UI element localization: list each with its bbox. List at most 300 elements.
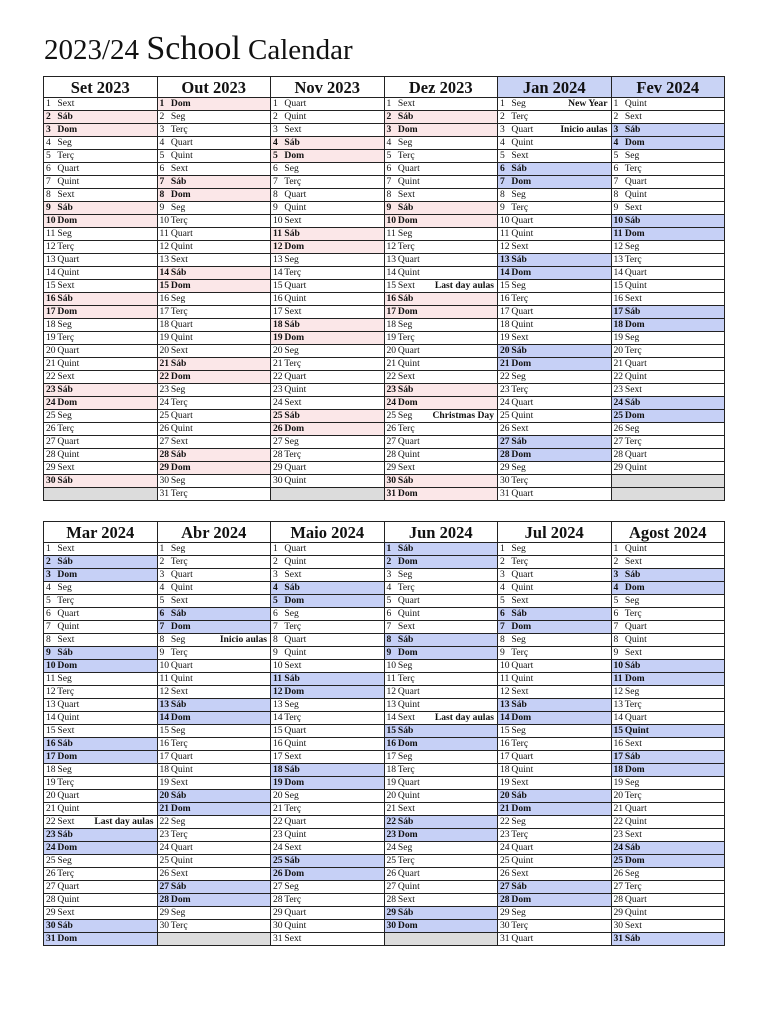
weekday-label: Sáb [282, 137, 300, 148]
weekday-label: Quint [168, 150, 193, 161]
day-cell [271, 423, 385, 436]
weekday-label: Terç [282, 176, 302, 187]
day-cell [611, 449, 725, 462]
weekday-label: Sáb [509, 345, 527, 356]
weekday-label: Dom [55, 397, 78, 408]
day-cell [271, 790, 385, 803]
day-cell [611, 176, 725, 189]
weekday-label: Sext [509, 868, 529, 879]
day-number: 26 [46, 868, 56, 879]
weekday-label: Quint [168, 423, 193, 434]
day-number: 11 [613, 228, 623, 239]
day-number: 21 [500, 803, 510, 814]
weekday-label: Dom [168, 621, 191, 632]
day-cell [44, 449, 158, 462]
weekday-label: Sext [55, 189, 75, 200]
day-number: 17 [46, 751, 56, 762]
weekday-label: Sáb [168, 358, 187, 369]
day-cell [271, 397, 385, 410]
weekday-label: Quart [168, 751, 193, 762]
table-row [44, 543, 725, 556]
day-cell [611, 673, 725, 686]
day-cell [498, 556, 612, 569]
day-number: 20 [613, 345, 624, 356]
table-row [44, 449, 725, 462]
day-cell [498, 751, 612, 764]
day-cell [498, 215, 612, 228]
day-number: 24 [386, 842, 397, 853]
day-cell [157, 202, 271, 215]
day-cell [44, 699, 158, 712]
weekday-label: Terç [509, 293, 529, 304]
weekday-label: Quart [395, 686, 420, 697]
table-row [44, 803, 725, 816]
day-number: 28 [159, 894, 170, 905]
weekday-label: Quint [282, 647, 307, 658]
day-cell [44, 137, 158, 150]
day-number: 5 [159, 150, 165, 161]
day-cell [384, 189, 498, 202]
weekday-label: Sáb [395, 384, 414, 395]
weekday-label: Dom [509, 449, 532, 460]
weekday-label: Quint [622, 816, 647, 827]
weekday-label: Terç [282, 894, 302, 905]
day-cell [498, 803, 612, 816]
day-cell [44, 777, 158, 790]
weekday-label: Quart [622, 176, 647, 187]
weekday-label: Quint [55, 712, 80, 723]
day-number: 16 [613, 293, 624, 304]
weekday-label: Sáb [395, 907, 414, 918]
weekday-label: Quart [509, 215, 534, 226]
day-cell [157, 449, 271, 462]
day-number: 23 [613, 829, 624, 840]
weekday-label: Quart [168, 319, 193, 330]
day-cell [271, 293, 385, 306]
weekday-label: Dom [55, 842, 78, 853]
day-number: 30 [159, 920, 170, 931]
weekday-label: Terç [509, 738, 529, 749]
day-cell [157, 933, 271, 946]
day-number: 12 [273, 686, 283, 697]
day-cell [271, 855, 385, 868]
weekday-label: Sáb [168, 699, 187, 710]
weekday-label: Terç [282, 621, 302, 632]
weekday-label: Quint [55, 449, 80, 460]
day-number: 17 [386, 751, 397, 762]
weekday-label: Terç [168, 647, 188, 658]
title-year: 2023/24 [44, 34, 140, 66]
day-cell [157, 647, 271, 660]
table-row [44, 345, 725, 358]
weekday-label: Dom [622, 137, 645, 148]
weekday-label: Dom [282, 686, 305, 697]
day-cell [271, 751, 385, 764]
day-cell [157, 410, 271, 423]
weekday-label: Sáb [622, 660, 641, 671]
day-number: 19 [273, 332, 283, 343]
day-number: 7 [46, 621, 51, 632]
day-cell [44, 829, 158, 842]
table-row [44, 397, 725, 410]
weekday-label: Terç [55, 777, 75, 788]
weekday-label: Sáb [282, 319, 300, 330]
day-number: 14 [159, 712, 170, 723]
day-number: 3 [159, 124, 165, 135]
day-number: 31 [159, 488, 170, 499]
day-number: 25 [159, 855, 170, 866]
day-cell [611, 855, 725, 868]
day-cell [498, 267, 612, 280]
day-cell [384, 829, 498, 842]
weekday-label: Dom [282, 423, 305, 434]
weekday-label: Quint [282, 293, 307, 304]
day-cell [271, 332, 385, 345]
weekday-label: Sáb [168, 881, 187, 892]
day-cell [157, 543, 271, 556]
day-cell [611, 894, 725, 907]
table-row [44, 488, 725, 501]
table-row [44, 384, 725, 397]
day-number: 1 [613, 98, 619, 109]
day-cell [44, 582, 158, 595]
table-row [44, 608, 725, 621]
day-number: 20 [500, 790, 510, 801]
day-cell [498, 595, 612, 608]
day-cell [44, 855, 158, 868]
day-number: 21 [273, 358, 283, 369]
day-number: 23 [386, 829, 397, 840]
day-number: 2 [159, 556, 165, 567]
table-row [44, 647, 725, 660]
day-cell [498, 293, 612, 306]
weekday-label: Terç [622, 345, 642, 356]
weekday-label: Quart [282, 543, 307, 554]
table-row [44, 595, 725, 608]
weekday-label: Terç [168, 920, 188, 931]
day-number: 17 [273, 751, 283, 762]
weekday-label: Quart [168, 410, 193, 421]
weekday-label: Sext [622, 647, 642, 658]
weekday-label: Terç [282, 267, 302, 278]
weekday-label: Quint [622, 98, 647, 109]
weekday-label: Seg [55, 410, 72, 421]
weekday-label: Terç [395, 332, 415, 343]
day-number: 19 [159, 777, 170, 788]
day-number: 23 [46, 829, 56, 840]
day-number: 12 [500, 686, 510, 697]
weekday-label: Seg [55, 582, 72, 593]
day-number: 5 [46, 150, 51, 161]
day-number: 7 [159, 176, 165, 187]
day-cell [611, 556, 725, 569]
day-cell [157, 267, 271, 280]
weekday-label: Sext [282, 124, 302, 135]
day-cell [498, 855, 612, 868]
day-cell [44, 894, 158, 907]
day-number: 28 [500, 449, 510, 460]
weekday-label: Quint [55, 803, 80, 814]
day-number: 11 [273, 228, 283, 239]
day-number: 7 [613, 621, 619, 632]
weekday-label: Sext [395, 894, 415, 905]
day-number: 8 [386, 634, 392, 645]
weekday-label: Quart [282, 907, 307, 918]
day-cell [611, 436, 725, 449]
day-number: 26 [613, 423, 624, 434]
day-cell [611, 712, 725, 725]
day-cell [271, 920, 385, 933]
day-number: 30 [613, 920, 624, 931]
weekday-label: Sext [282, 751, 302, 762]
day-number: 9 [386, 202, 392, 213]
weekday-label: Quint [282, 829, 307, 840]
weekday-label: Seg [509, 98, 526, 109]
day-number: 29 [46, 462, 56, 473]
weekday-label: Sext [509, 332, 529, 343]
day-number: 7 [386, 176, 392, 187]
day-number: 28 [273, 449, 283, 460]
day-number: 27 [386, 436, 397, 447]
day-cell [157, 111, 271, 124]
weekday-label: Sext [168, 595, 188, 606]
table-row [44, 137, 725, 150]
weekday-label: Seg [168, 293, 186, 304]
month-header: Fev 2024 [611, 77, 725, 98]
day-number: 7 [273, 176, 278, 187]
day-cell [44, 358, 158, 371]
day-cell [44, 881, 158, 894]
table-row [44, 712, 725, 725]
weekday-label: Quint [509, 228, 534, 239]
day-cell [611, 751, 725, 764]
table-row [44, 98, 725, 111]
day-cell [384, 228, 498, 241]
day-number: 1 [613, 543, 619, 554]
day-cell [44, 319, 158, 332]
day-cell [271, 410, 385, 423]
day-number: 4 [386, 137, 392, 148]
day-number: 15 [46, 280, 56, 291]
weekday-label: Seg [622, 332, 640, 343]
day-number: 25 [273, 410, 283, 421]
day-cell [271, 202, 385, 215]
day-number: 8 [386, 189, 392, 200]
table-row [44, 790, 725, 803]
day-number: 24 [159, 397, 170, 408]
day-cell [384, 595, 498, 608]
day-number: 29 [273, 907, 283, 918]
day-number: 15 [500, 725, 510, 736]
day-number: 9 [46, 647, 51, 658]
day-cell [44, 176, 158, 189]
weekday-label: Seg [168, 111, 186, 122]
day-number: 13 [273, 699, 283, 710]
weekday-label: Dom [509, 803, 532, 814]
table-row [44, 764, 725, 777]
day-cell [498, 933, 612, 946]
table-row [44, 241, 725, 254]
day-number: 16 [273, 738, 283, 749]
day-cell [44, 384, 158, 397]
weekday-label: Sext [282, 306, 302, 317]
day-number: 13 [613, 699, 624, 710]
day-cell [271, 358, 385, 371]
weekday-label: Terç [395, 673, 415, 684]
day-number: 27 [613, 881, 624, 892]
weekday-label: Dom [395, 647, 418, 658]
day-cell [384, 582, 498, 595]
day-cell [384, 358, 498, 371]
weekday-label: Seg [395, 137, 413, 148]
day-cell [157, 280, 271, 293]
day-number: 16 [386, 738, 397, 749]
weekday-label: Sáb [168, 608, 187, 619]
day-number: 12 [613, 686, 624, 697]
day-cell [611, 124, 725, 137]
day-number: 25 [386, 410, 397, 421]
weekday-label: Sáb [509, 699, 527, 710]
day-cell [611, 332, 725, 345]
day-number: 6 [273, 163, 278, 174]
day-cell [271, 543, 385, 556]
day-number: 26 [159, 868, 170, 879]
day-number: 14 [46, 712, 56, 723]
day-cell [44, 397, 158, 410]
table-row [44, 189, 725, 202]
table-row [44, 725, 725, 738]
weekday-label: Sext [55, 462, 75, 473]
table-row [44, 358, 725, 371]
day-number: 11 [46, 673, 56, 684]
weekday-label: Dom [55, 569, 78, 580]
day-number: 27 [386, 881, 397, 892]
weekday-label: Seg [395, 569, 413, 580]
day-cell [384, 673, 498, 686]
day-number: 19 [386, 332, 397, 343]
day-cell [271, 634, 385, 647]
weekday-label: Dom [509, 358, 532, 369]
calendar-table-2024 [43, 521, 725, 946]
day-number: 24 [46, 842, 56, 853]
day-number: 18 [386, 319, 397, 330]
day-cell [44, 202, 158, 215]
day-cell [498, 176, 612, 189]
calendar-table-2023 [43, 76, 725, 501]
day-cell [271, 137, 385, 150]
weekday-label: Seg [55, 673, 72, 684]
day-number: 31 [500, 488, 510, 499]
day-number: 30 [500, 920, 510, 931]
day-number: 30 [386, 920, 397, 931]
day-number: 18 [273, 319, 283, 330]
day-cell [384, 907, 498, 920]
day-number: 24 [613, 397, 624, 408]
day-cell [44, 751, 158, 764]
weekday-label: Quint [622, 371, 647, 382]
day-cell [611, 868, 725, 881]
day-number: 4 [273, 137, 278, 148]
day-cell [611, 699, 725, 712]
day-cell [384, 202, 498, 215]
weekday-label: Sext [395, 621, 415, 632]
day-cell [271, 647, 385, 660]
day-number: 4 [159, 582, 165, 593]
day-cell [498, 449, 612, 462]
day-number: 8 [613, 634, 619, 645]
day-number: 27 [46, 436, 56, 447]
day-number: 9 [159, 202, 165, 213]
weekday-label: Dom [168, 189, 191, 200]
weekday-label: Quart [168, 842, 193, 853]
day-cell [157, 345, 271, 358]
day-cell [498, 306, 612, 319]
day-number: 22 [500, 371, 510, 382]
weekday-label: Quint [622, 907, 647, 918]
weekday-label: Seg [282, 790, 299, 801]
day-cell [611, 111, 725, 124]
weekday-label: Quint [622, 462, 647, 473]
weekday-label: Seg [168, 475, 186, 486]
day-number: 9 [273, 202, 278, 213]
day-cell [271, 556, 385, 569]
table-row [44, 660, 725, 673]
weekday-label: Sext [395, 371, 415, 382]
weekday-label: Sáb [622, 397, 641, 408]
day-cell [44, 738, 158, 751]
day-cell [157, 634, 271, 647]
weekday-label: Terç [282, 712, 302, 723]
day-cell [384, 933, 498, 946]
day-number: 20 [273, 345, 283, 356]
weekday-label: Sáb [55, 920, 73, 931]
day-cell [271, 699, 385, 712]
day-number: 23 [159, 384, 170, 395]
day-cell [498, 608, 612, 621]
day-number: 17 [500, 751, 510, 762]
weekday-label: Seg [395, 228, 413, 239]
weekday-label: Dom [168, 803, 191, 814]
weekday-label: Quart [55, 254, 80, 265]
day-number: 29 [159, 462, 170, 473]
day-cell [498, 163, 612, 176]
day-cell [271, 868, 385, 881]
weekday-label: Terç [509, 556, 529, 567]
day-cell [611, 254, 725, 267]
day-cell [611, 543, 725, 556]
day-number: 29 [613, 907, 624, 918]
day-number: 30 [46, 475, 56, 486]
day-cell [384, 881, 498, 894]
day-number: 1 [46, 98, 51, 109]
month-header: Out 2023 [157, 77, 271, 98]
day-cell [498, 660, 612, 673]
day-cell [271, 907, 385, 920]
day-number: 7 [500, 621, 505, 632]
day-cell [271, 176, 385, 189]
day-cell [157, 397, 271, 410]
day-cell [44, 868, 158, 881]
day-cell [44, 803, 158, 816]
weekday-label: Quart [282, 816, 307, 827]
weekday-label: Terç [168, 488, 188, 499]
weekday-label: Quint [395, 790, 420, 801]
day-cell [44, 475, 158, 488]
day-number: 14 [46, 267, 56, 278]
day-cell [384, 842, 498, 855]
weekday-label: Quint [395, 881, 420, 892]
day-number: 12 [273, 241, 283, 252]
